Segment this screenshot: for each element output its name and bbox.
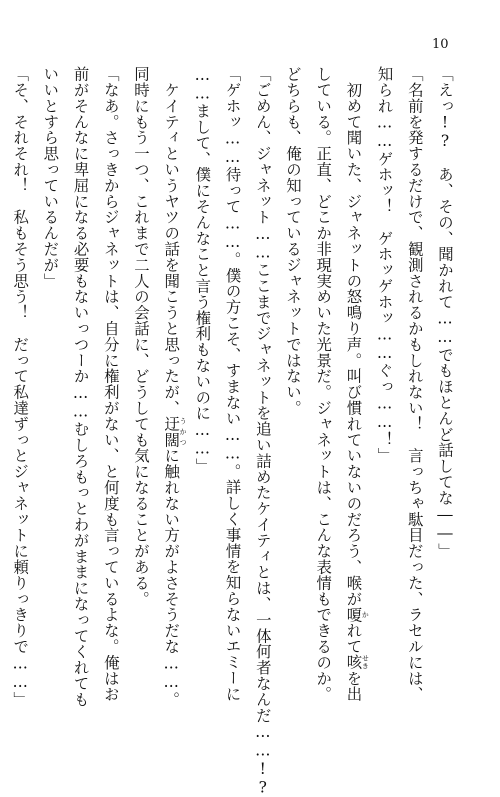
text-line: している。正直、どこか非現実めいた光景だ。ジャネットは、こんな表情もできるのか。 xyxy=(314,66,333,702)
text-line: 初めて聞いた、ジャネットの怒鳴り声。叫び慣れていないのだろう、喉が嗄 かれて咳 せきを出 xyxy=(344,66,370,703)
text-line: ケイティというヤツの話を聞こうと思ったが、迂闊 うかつに触れない方がよさそうだな……。 xyxy=(162,66,188,708)
text-line: 知られ……ゲホッ！ ゲホッゲホッ……ぐっ……！」 xyxy=(375,66,394,464)
text-line: 「ごめん、ジャネット……ここまでジャネットを追い詰めたケイティとは、一体何者なんだ……!? xyxy=(253,66,272,797)
text-line: どちらも、俺の知っているジャネットではない。 xyxy=(283,66,302,416)
ruby-annotation: か xyxy=(361,606,370,623)
page-number: 10 xyxy=(432,37,449,52)
text-line: 「そ、それそれ！ 私もそう思う！ だって私達ずっとジャネットに頼りっきりで……」 xyxy=(11,66,30,708)
ruby-annotation: せき xyxy=(361,654,370,671)
text-line: 前がそんなに卑屈になる必要もないっつーか……むしろもっとわがままになってくれても xyxy=(71,66,90,708)
text-line: ……まして、僕にそんなこと言う権利もないのに……」 xyxy=(193,66,212,474)
text-line: 「えっ!? あ、その、聞かれて……でもほとんど話してな――」 xyxy=(436,66,454,559)
text-line: 同時にもう一つ、これまで二人の会話に、どうしても気になることがある。 xyxy=(131,66,150,607)
text-line: 「なあ。さっきからジャネットは、自分に権利がない、と何度も言っているよな。俺はお xyxy=(101,66,120,702)
text-line: いいとすら思っているんだが」 xyxy=(41,66,60,289)
body-text xyxy=(0,66,460,797)
text-line: 「名前を発するだけで、観測されるかもしれない！ 言っちゃ駄目だった、ラセルには、 xyxy=(405,66,424,702)
text-line: 「ゲホッ……待って……。僕の方こそ、すまない……。詳しく事情を知らないエミーに xyxy=(223,66,242,702)
ruby-annotation: うかつ xyxy=(179,415,188,448)
